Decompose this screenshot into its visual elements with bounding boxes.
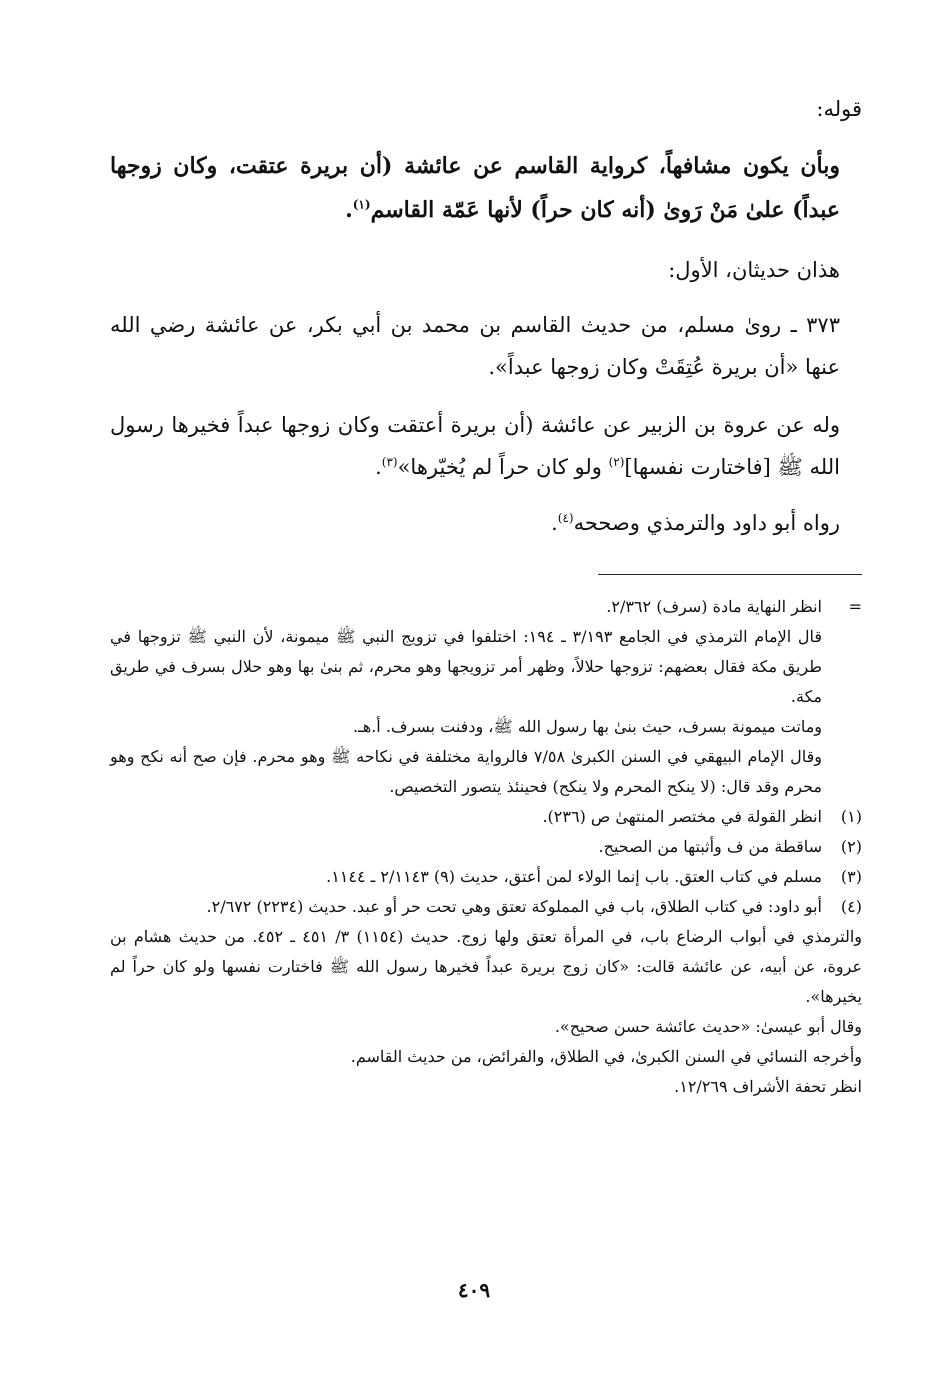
- footnote-continuation: [110, 1012, 862, 1042]
- carry-line: [110, 712, 862, 742]
- abu-dawud-text: رواه أبو داود والترمذي وصححه: [573, 511, 840, 535]
- footnote-continuation-text: انظر تحفة الأشراف ١٢/٢٦٩.: [674, 1077, 862, 1096]
- footnote-continuation: [110, 1072, 862, 1102]
- bold-passage-text: وبأن يكون مشافهاً، كرواية القاسم عن عائشة (أن بريرة عتقت، وكان زوجها عبداً) علىٰ مَنْ رَوىٰ (أنه كان حراً) لأنها عَمّة القاسم: [110, 153, 840, 223]
- urwa-text-1: وله عن عروة بن الزبير عن عائشة (أن بريرة أعتقت وكان زوجها عبداً فخيرها رسول الله ﷺ [فاختارت نفسها]: [110, 413, 840, 479]
- footnote-continuation-text: وقال أبو عيسىٰ: «حديث عائشة حسن صحيح».: [554, 1017, 862, 1036]
- footnote-ref-4: (٤): [557, 511, 574, 525]
- footnote-text: أبو داود: في كتاب الطلاق، باب في المملوكة تعتق وهي تحت حر أو عبد. حديث (٢٢٣٤) ٢/٦٧٢.: [206, 897, 822, 916]
- footnote-item: [110, 832, 862, 862]
- footnote-ref-3: (٣): [381, 455, 398, 469]
- carry-line: [110, 622, 862, 712]
- carry-text: انظر النهاية مادة (سرف) ٢/٣٦٢.: [606, 597, 822, 616]
- bold-passage-end: .: [345, 197, 353, 223]
- hadith-373: ٣٧٣ ـ روىٰ مسلم، من حديث القاسم بن محمد بن أبي بكر، عن عائشة رضي الله عنها «أن بريرة عُتِقَتْ وكان زوجها عبداً».: [110, 313, 840, 379]
- page-number: ٤٠٩: [457, 1278, 491, 1302]
- footnote-number: (١): [840, 807, 862, 826]
- carry-line: [110, 742, 862, 802]
- bold-quoted-passage: [110, 144, 840, 232]
- urwa-narration: [110, 404, 840, 488]
- urwa-text-2: ولو كان حراً لم يُخيّرها»: [397, 455, 609, 479]
- footnote-divider: [598, 574, 862, 575]
- carry-text: وقال الإمام البيهقي في السنن الكبرىٰ ٧/٥٨ فالرواية مختلفة في نكاحه ﷺ وهو محرم. فإن صح أنه نكح وهو محرم وقد قال: (لا ينكح المحرم ولا ينكح) فحينئذ يتصور التخصيص.: [110, 747, 822, 796]
- abu-dawud-line: [110, 502, 840, 544]
- footnote-continuation-text: والترمذي في أبواب الرضاع باب، في المرأة تعتق ولها زوج. حديث (١١٥٤) ٣/ ٤٥١ ـ ٤٥٢. من حديث هشام بن عروة، عن أبيه، عن عائشة قالت: «كان زوج بريرة عبداً فخيرها رسول الله ﷺ فاختارت نفسها ولو كان حراً لم يخيرها».: [110, 927, 863, 1006]
- footnote-number: (٣): [840, 867, 862, 886]
- footnote-text: ساقطة من ف وأثبتها من الصحيح.: [598, 837, 822, 856]
- urwa-end: .: [375, 455, 382, 479]
- section-heading: قوله:: [816, 97, 862, 121]
- footnote-text: انظر القولة في مختصر المنتهىٰ ص (٢٣٦).: [542, 807, 822, 826]
- footnote-text: مسلم في كتاب العتق. باب إنما الولاء لمن أعتق، حديث (٩) ٢/١١٤٣ ـ ١١٤٤.: [326, 867, 822, 886]
- footnote-number: (٤): [840, 897, 862, 916]
- footnote-number: (٢): [840, 837, 862, 856]
- abu-dawud-end: .: [551, 511, 558, 535]
- footnote-item: [110, 892, 862, 922]
- footnote-continuation: [110, 1042, 862, 1072]
- carry-text: قال الإمام الترمذي في الجامع ٣/١٩٣ ـ ١٩٤: اختلفوا في تزويج النبي ﷺ ميمونة، لأن النبي ﷺ تزوجها في طريق مكة فقال بعضهم: تزوجها حلالاً، وظهر أمر تزويجها وهو محرم، ثم بنىٰ بها وهو حلال بسرف في طريق مكة.: [110, 627, 823, 706]
- footnote-continuation: [110, 922, 862, 1012]
- footnote-ref-2: (٢): [608, 455, 625, 469]
- footnote-continuation-text: وأخرجه النسائي في السنن الكبرىٰ، في الطلاق، والفرائض، من حديث القاسم.: [350, 1047, 862, 1066]
- footnote-item: [110, 862, 862, 892]
- intro-line: هذان حديثان، الأول:: [668, 258, 840, 282]
- footnote-ref-1: (١): [352, 197, 371, 212]
- carried-footnote: [110, 592, 862, 1102]
- carry-line: [110, 592, 862, 622]
- footnote-item: [110, 802, 862, 832]
- carry-marker: =: [848, 597, 862, 616]
- carry-text: وماتت ميمونة بسرف، حيث بنىٰ بها رسول الله ﷺ، ودفنت بسرف. أ.هـ.: [353, 717, 822, 736]
